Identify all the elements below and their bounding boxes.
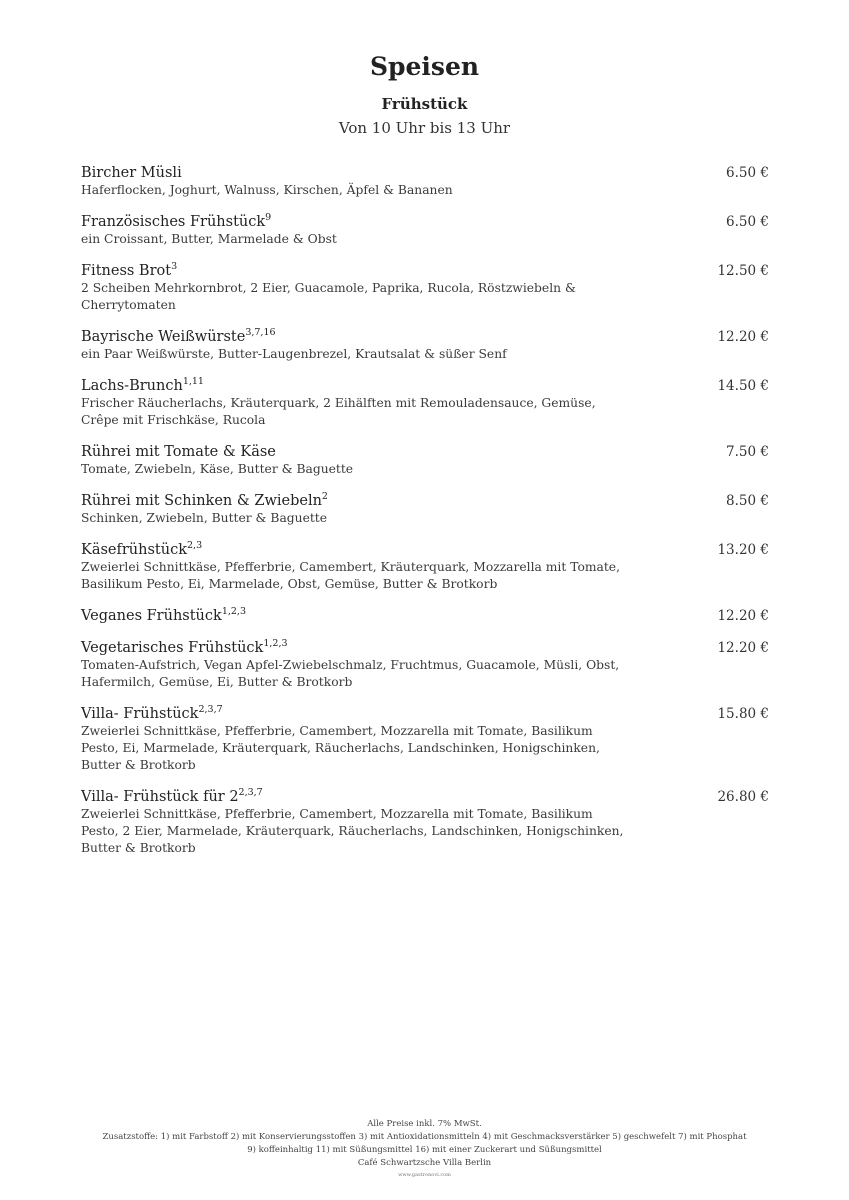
allergen-superscript: 1,11 — [182, 376, 204, 388]
menu-item-title: Fitness Brot — [81, 263, 172, 279]
menu-item-description: Haferflocken, Joghurt, Walnuss, Kirschen, Äpfel & Bananen — [81, 183, 453, 197]
menu-item-title: Bayrische Weißwürste — [81, 329, 246, 345]
menu-item-title: Vegetarisches Frühstück — [81, 640, 264, 656]
menu-item-description: Cherrytomaten — [81, 298, 176, 312]
menu-item-name — [81, 262, 769, 280]
menu-item-price: 7.50 € — [726, 444, 769, 460]
menu-item-description: Schinken, Zwiebeln, Butter & Baguette — [81, 511, 328, 525]
menu-item-name — [81, 213, 769, 231]
menu-item-description: Pesto, 2 Eier, Marmelade, Kräuterquark, Räucherlachs, Landschinken, Honigschinken, — [81, 824, 624, 838]
menu-item-description: ein Paar Weißwürste, Butter-Laugenbrezel, Krautsalat & süßer Senf — [81, 347, 507, 361]
allergen-superscript: 2,3 — [187, 540, 203, 552]
allergen-superscript: 2,3,7 — [238, 787, 263, 799]
venue-name: Café Schwartzsche Villa Berlin — [357, 1158, 492, 1168]
page-title: Speisen — [369, 52, 480, 81]
menu-item — [81, 607, 769, 625]
footer — [0, 1118, 849, 1180]
menu-item-price: 15.80 € — [717, 706, 769, 722]
additives-line-2: 9) koffeinhaltig 11) mit Süßungsmittel 16) mit einer Zuckerart und Süßungsmittel — [247, 1145, 602, 1155]
menu-item-name — [81, 541, 769, 559]
menu-item-title: Villa- Frühstück — [81, 706, 199, 722]
menu-item-price: 12.20 € — [717, 329, 769, 345]
menu-item — [81, 788, 769, 857]
menu-item-description: 2 Scheiben Mehrkornbrot, 2 Eier, Guacamole, Paprika, Rucola, Röstzwiebeln & — [81, 281, 576, 295]
allergen-superscript: 2,3,7 — [198, 704, 223, 716]
menu-item-title: Veganes Frühstück — [81, 608, 222, 624]
website-link[interactable]: www.gastronovi.com — [398, 1172, 451, 1178]
menu-item — [81, 541, 769, 593]
menu-item — [81, 213, 769, 248]
menu-item-price: 12.20 € — [717, 640, 769, 656]
allergen-superscript: 2 — [321, 491, 328, 503]
menu-item-title: Rührei mit Schinken & Zwiebeln — [81, 493, 322, 509]
menu-item-price: 13.20 € — [717, 542, 769, 558]
menu-item — [81, 639, 769, 691]
menu-item-name — [81, 607, 769, 625]
menu-item-price: 12.20 € — [717, 608, 769, 624]
menu-item-description: Frischer Räucherlachs, Kräuterquark, 2 Eihälften mit Remouladensauce, Gemüse, — [81, 396, 596, 410]
menu-item-description: Tomaten-Aufstrich, Vegan Apfel-Zwiebelschmalz, Fruchtmus, Guacamole, Müsli, Obst, — [81, 658, 620, 672]
tax-note: Alle Preise inkl. 7% MwSt. — [367, 1119, 482, 1129]
menu-item-price: 26.80 € — [717, 789, 769, 805]
menu-item-title: Rührei mit Tomate & Käse — [81, 444, 276, 460]
menu-item — [81, 164, 769, 199]
menu-item-title: Käsefrühstück — [81, 542, 187, 558]
menu-item-title: Lachs-Brunch — [81, 378, 183, 394]
menu-item-description: Zweierlei Schnittkäse, Pfefferbrie, Camembert, Kräuterquark, Mozzarella mit Tomate, — [81, 560, 620, 574]
additives-line-1: Zusatzstoffe: 1) mit Farbstoff 2) mit Konservierungsstoffen 3) mit Antioxidationsmitteln 4) mit Geschmacksverstärker 5) geschwefelt 7) mit Phosphat — [102, 1132, 747, 1142]
menu-item — [81, 492, 769, 527]
menu-item-name — [81, 443, 769, 461]
menu-item-description: Tomate, Zwiebeln, Käse, Butter & Baguette — [81, 462, 354, 476]
menu-item-name — [81, 328, 769, 346]
menu-item-title: Villa- Frühstück für 2 — [81, 789, 239, 805]
menu-item-description: Basilikum Pesto, Ei, Marmelade, Obst, Gemüse, Butter & Brotkorb — [81, 577, 498, 591]
menu-item-description: Zweierlei Schnittkäse, Pfefferbrie, Camembert, Mozzarella mit Tomate, Basilikum — [81, 807, 593, 821]
menu-item-price: 12.50 € — [717, 263, 769, 279]
menu-item — [81, 443, 769, 478]
menu-item-description: Zweierlei Schnittkäse, Pfefferbrie, Camembert, Mozzarella mit Tomate, Basilikum — [81, 724, 593, 738]
menu-item-price: 6.50 € — [726, 165, 769, 181]
menu-item-description: Crêpe mit Frischkäse, Rucola — [81, 413, 266, 427]
menu-item — [81, 328, 769, 363]
menu-item-description: ein Croissant, Butter, Marmelade & Obst — [81, 232, 337, 246]
menu-item-description: Butter & Brotkorb — [81, 841, 196, 855]
menu-item-list — [81, 164, 769, 871]
menu-item — [81, 705, 769, 774]
menu-item-name — [81, 639, 769, 657]
menu-item-price: 14.50 € — [717, 378, 769, 394]
menu-item-description: Hafermilch, Gemüse, Ei, Butter & Brotkorb — [81, 675, 353, 689]
menu-item-price: 6.50 € — [726, 214, 769, 230]
menu-item-name — [81, 492, 769, 510]
menu-item-description: Butter & Brotkorb — [81, 758, 196, 772]
menu-item-price: 8.50 € — [726, 493, 769, 509]
menu-item-name — [81, 164, 769, 182]
section-hours: Von 10 Uhr bis 13 Uhr — [338, 119, 511, 137]
allergen-superscript: 1,2,3 — [221, 606, 246, 618]
allergen-superscript: 1,2,3 — [263, 638, 288, 650]
menu-item-title: Bircher Müsli — [81, 165, 182, 181]
allergen-superscript: 3,7,16 — [245, 327, 276, 339]
section-title: Frühstück — [381, 95, 468, 113]
menu-item-description: Pesto, Ei, Marmelade, Kräuterquark, Räucherlachs, Landschinken, Honigschinken, — [81, 741, 600, 755]
menu-item-name — [81, 705, 769, 723]
menu-item-name — [81, 788, 769, 806]
menu-item — [81, 262, 769, 314]
menu-item-name — [81, 377, 769, 395]
allergen-superscript: 3 — [171, 261, 178, 273]
menu-item-title: Französisches Frühstück — [81, 214, 266, 230]
menu-item — [81, 377, 769, 429]
allergen-superscript: 9 — [265, 212, 272, 224]
